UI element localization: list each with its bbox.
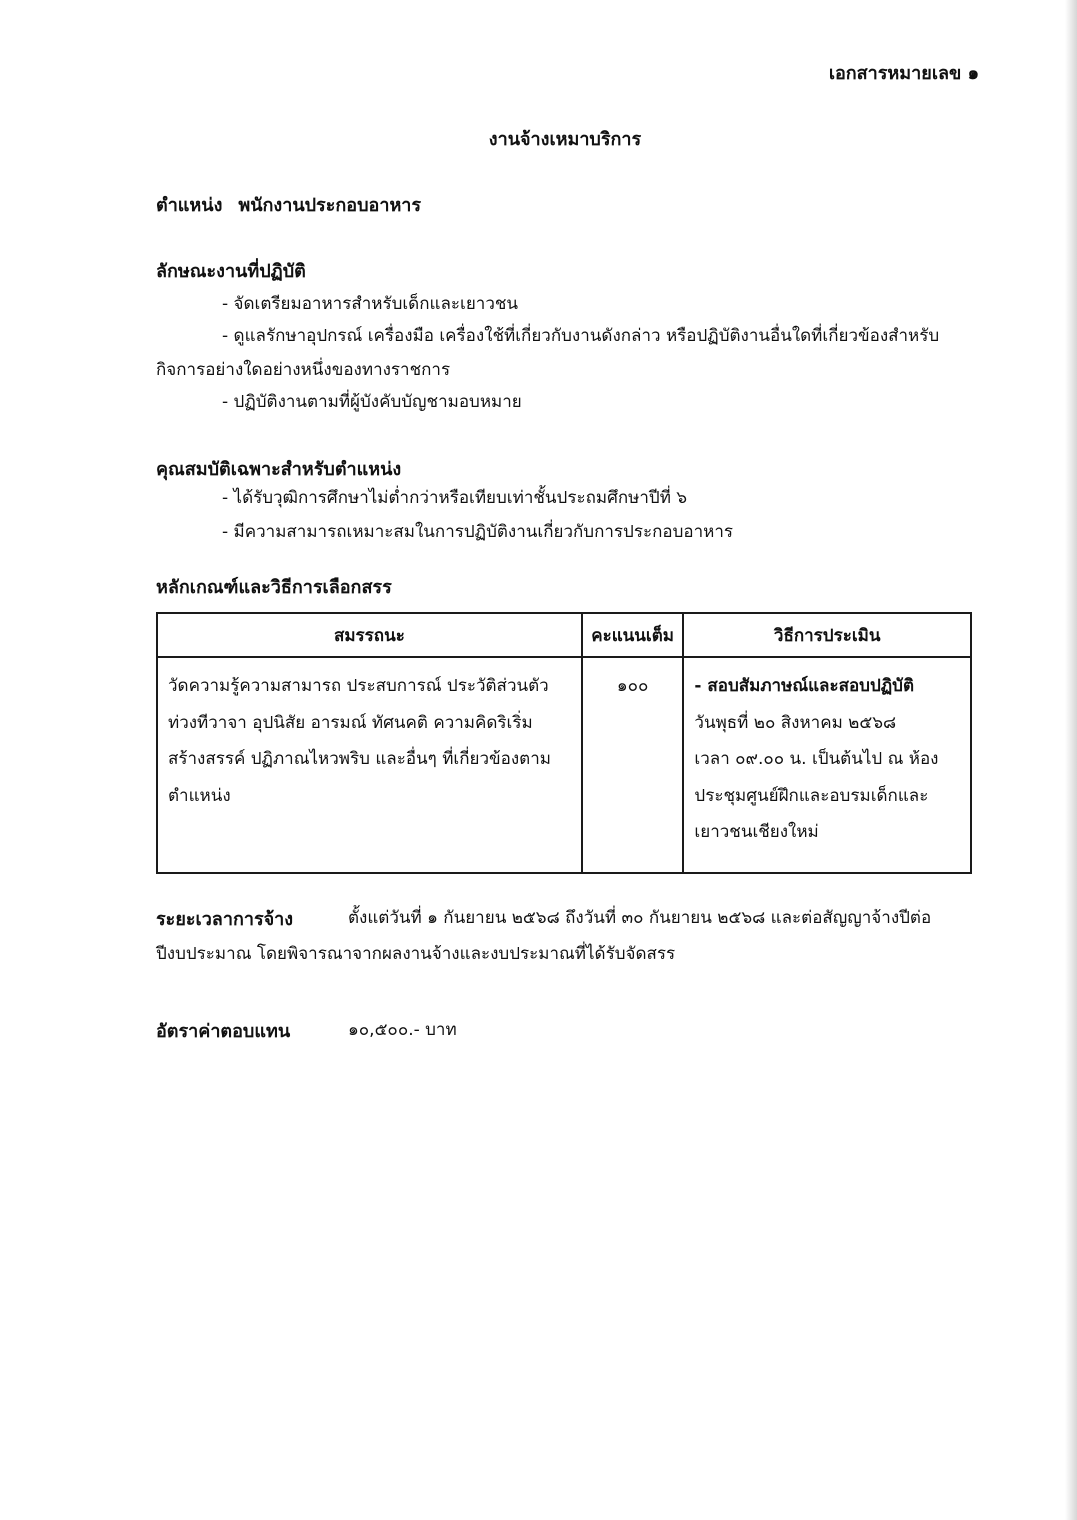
- employment-term-text-continuation: ปีงบประมาณ โดยพิจารณาจากผลงานจ้างและงบประมาณที่ได้รับจัดสรร: [156, 944, 676, 964]
- table-row: [157, 657, 971, 873]
- method-line: เยาวชนเชียงใหม่: [694, 822, 819, 842]
- duty-item-continuation: กิจการอย่างใดอย่างหนึ่งของทางราชการ: [156, 360, 451, 380]
- employment-term-label: ระยะเวลาการจ้าง: [156, 909, 294, 930]
- header-assessment-method: วิธีการประเมิน: [683, 613, 971, 657]
- duty-item: - จัดเตรียมอาหารสำหรับเด็กและเยาวชน: [222, 294, 519, 314]
- duties-heading: ลักษณะงานที่ปฏิบัติ: [156, 261, 306, 282]
- method-line: ประชุมศูนย์ฝึกและอบรมเด็กและ: [694, 785, 929, 806]
- qualifications-heading: คุณสมบัติเฉพาะสำหรับตำแหน่ง: [156, 459, 402, 480]
- method-line: เวลา ๐๙.๐๐ น. เป็นต้นไป ณ ห้อง: [694, 749, 939, 769]
- scan-edge-shadow: [1065, 0, 1077, 1520]
- full-score-cell: [582, 657, 684, 873]
- qualification-item: - มีความสามารถเหมาะสมในการปฏิบัติงานเกี่ยวกับการประกอบอาหาร: [222, 522, 734, 542]
- document-number: เอกสารหมายเลข ๑: [828, 63, 979, 84]
- competency-line: วัดความรู้ความสามารถ ประสบการณ์ ประวัติส่วนตัว: [168, 676, 549, 696]
- competency-line: ตำแหน่ง: [168, 785, 231, 806]
- employment-term-text: ตั้งแต่วันที่ ๑ กันยายน ๒๕๖๘ ถึงวันที่ ๓๐ กันยายน ๒๕๖๘ และต่อสัญญาจ้างปีต่อ: [348, 908, 932, 928]
- document-title: งานจ้างเหมาบริการ: [488, 129, 642, 150]
- method-title: - สอบสัมภาษณ์และสอบปฏิบัติ: [694, 676, 915, 696]
- duty-item: - ดูแลรักษาอุปกรณ์ เครื่องมือ เครื่องใช้ที่เกี่ยวกับงานดังกล่าว หรือปฏิบัติงานอื่นใดที่เกี่ยวข้องสำหรับ: [222, 326, 940, 346]
- position-line: [156, 190, 421, 219]
- header-competency: สมรรถนะ: [157, 613, 582, 657]
- position-label: ตำแหน่ง: [156, 195, 223, 216]
- competency-line: ท่วงทีวาจา อุปนิสัย อารมณ์ ทัศนคติ ความคิดริเริ่ม: [168, 712, 533, 733]
- compensation-rate-value: ๑๐,๕๐๐.- บาท: [348, 1020, 457, 1040]
- selection-heading: หลักเกณฑ์และวิธีการเลือกสรร: [156, 577, 392, 598]
- qualification-item: - ได้รับวุฒิการศึกษาไม่ต่ำกว่าหรือเทียบเท่าชั้นประถมศึกษาปีที่ ๖: [222, 488, 688, 508]
- selection-criteria-table: [156, 612, 972, 874]
- table-header-row: [157, 613, 971, 657]
- competency-line: สร้างสรรค์ ปฏิภาณไหวพริบ และอื่นๆ ที่เกี่ยวข้องตาม: [168, 749, 551, 769]
- method-line: วันพุธที่ ๒๐ สิงหาคม ๒๕๖๘: [694, 712, 897, 733]
- header-full-score: คะแนนเต็ม: [582, 613, 684, 657]
- competency-cell: [157, 657, 582, 873]
- assessment-method-cell: [683, 657, 971, 873]
- compensation-rate-label: อัตราค่าตอบแทน: [156, 1021, 291, 1042]
- position-value: พนักงานประกอบอาหาร: [238, 195, 422, 216]
- duty-item: - ปฏิบัติงานตามที่ผู้บังคับบัญชามอบหมาย: [222, 392, 522, 412]
- full-score-value: ๑๐๐: [616, 676, 649, 696]
